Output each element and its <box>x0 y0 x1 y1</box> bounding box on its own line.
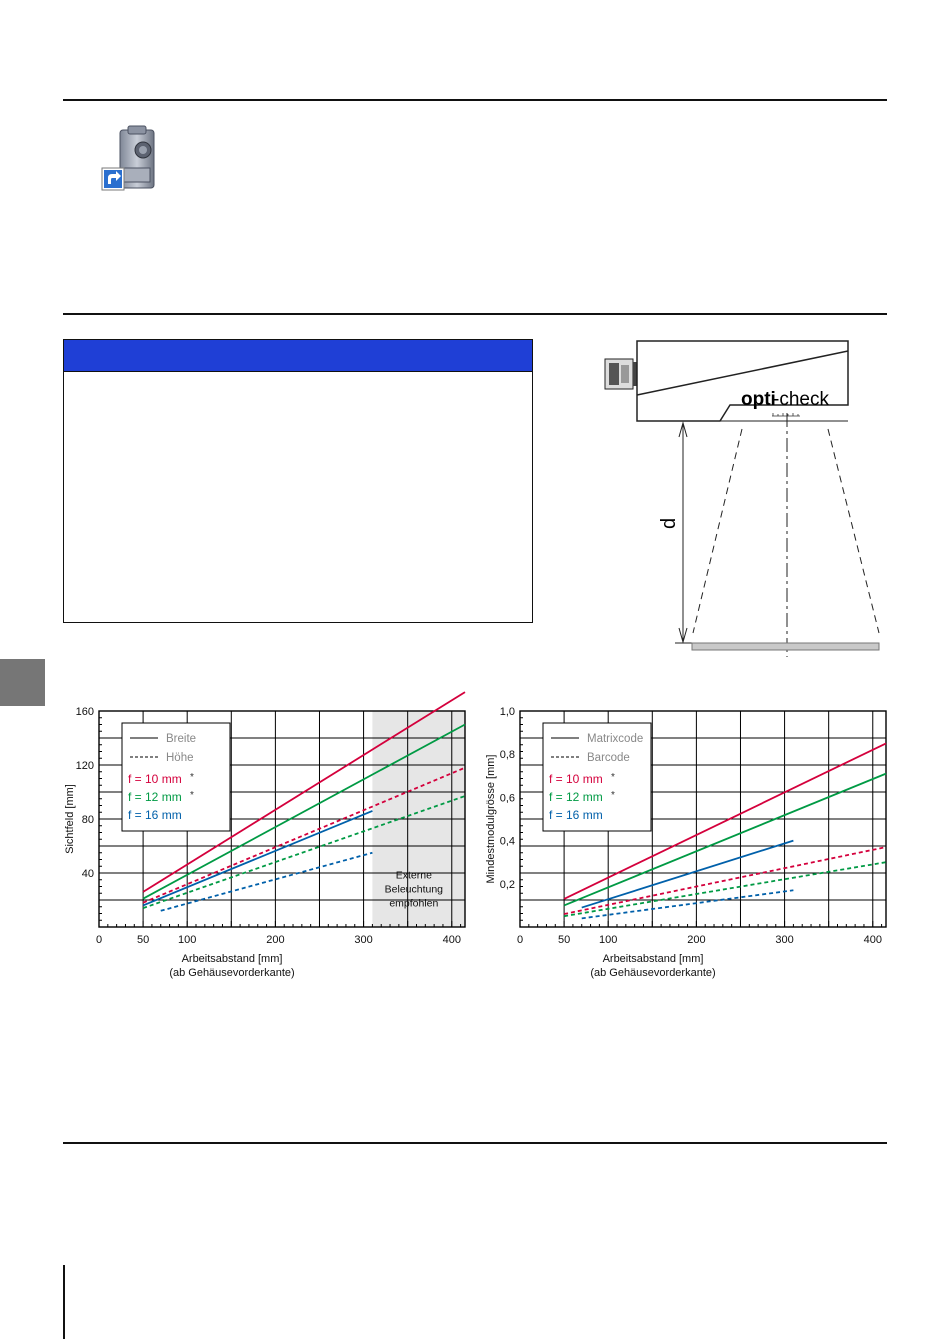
legend-f16-label: f = 16 mm <box>128 808 182 822</box>
x-tick-label: 0 <box>95 934 103 946</box>
distance-symbol: d <box>658 517 680 529</box>
product-shortcut-icon[interactable] <box>100 124 160 192</box>
legend-f12-label: f = 12 mm <box>128 790 182 804</box>
legend-f10-label: f = 10 mm <box>549 772 603 786</box>
x-tick-label: 400 <box>442 934 461 946</box>
y-tick-label: 40 <box>81 868 94 880</box>
x-axis-sublabel: (ab Gehäusevorderkante) <box>590 967 716 979</box>
x-tick-label: 300 <box>775 934 794 946</box>
x-axis-label: Arbeitsabstand [mm] <box>181 953 283 965</box>
shaded-region-note: empfohlen <box>389 897 439 910</box>
footer-margin-line <box>63 1265 65 1339</box>
y-axis-label: Sichtfeld [mm] <box>64 784 76 854</box>
chapter-tab <box>0 659 45 706</box>
x-tick-label: 50 <box>557 934 571 946</box>
x-tick-label: 200 <box>266 934 285 946</box>
x-axis-sublabel: (ab Gehäusevorderkante) <box>169 967 295 979</box>
series-line-4 <box>564 862 886 916</box>
shaded-region-note: Externe <box>395 869 432 882</box>
legend-f10-star: * <box>611 772 615 783</box>
y-tick-label: 1,0 <box>499 706 515 718</box>
target-surface <box>692 643 879 650</box>
spec-table-header <box>64 340 532 372</box>
brand-rest: -check <box>773 389 829 410</box>
sensor-distance-diagram <box>595 333 895 663</box>
chart-field-of-view <box>55 700 475 1000</box>
x-tick-label: 300 <box>354 934 373 946</box>
y-tick-label: 80 <box>81 814 94 826</box>
legend-f12-label: f = 12 mm <box>549 790 603 804</box>
bottom-rule <box>63 1142 887 1144</box>
legend-f12-star: * <box>611 790 615 801</box>
legend-f10-label: f = 10 mm <box>128 772 182 786</box>
x-tick-label: 0 <box>516 934 524 946</box>
x-tick-label: 400 <box>863 934 882 946</box>
legend-f16-label: f = 16 mm <box>549 808 603 822</box>
x-axis-label: Arbeitsabstand [mm] <box>602 953 704 965</box>
chart-min-module-size <box>476 700 896 1000</box>
y-axis-label: Mindestmodulgrösse [mm] <box>485 754 497 884</box>
legend-solid-label: Matrixcode <box>587 733 644 745</box>
section-rule <box>63 313 887 315</box>
y-tick-label: 0,2 <box>499 878 515 891</box>
legend-dashed-label: Höhe <box>166 752 194 764</box>
legend-solid-label: Breite <box>166 733 197 745</box>
x-tick-label: 100 <box>599 934 618 946</box>
legend-f10-star: * <box>190 772 194 783</box>
x-tick-label: 200 <box>687 934 706 946</box>
x-tick-label: 50 <box>136 934 150 946</box>
y-tick-label: 0,4 <box>499 835 515 848</box>
legend-f12-star: * <box>190 790 194 801</box>
shaded-region-note: Beleuchtung <box>384 883 444 896</box>
spec-table <box>63 339 533 623</box>
legend-dashed-label: Barcode <box>587 752 630 764</box>
x-tick-label: 100 <box>178 934 197 946</box>
y-tick-label: 0,6 <box>499 792 515 805</box>
y-tick-label: 120 <box>75 760 94 772</box>
fov-right <box>828 429 879 633</box>
y-tick-label: 0,8 <box>499 749 515 762</box>
y-tick-label: 160 <box>75 706 94 718</box>
brand-bold: opti <box>741 389 776 410</box>
fov-left <box>693 429 742 633</box>
series-line-3 <box>564 847 886 914</box>
top-rule <box>63 99 887 101</box>
